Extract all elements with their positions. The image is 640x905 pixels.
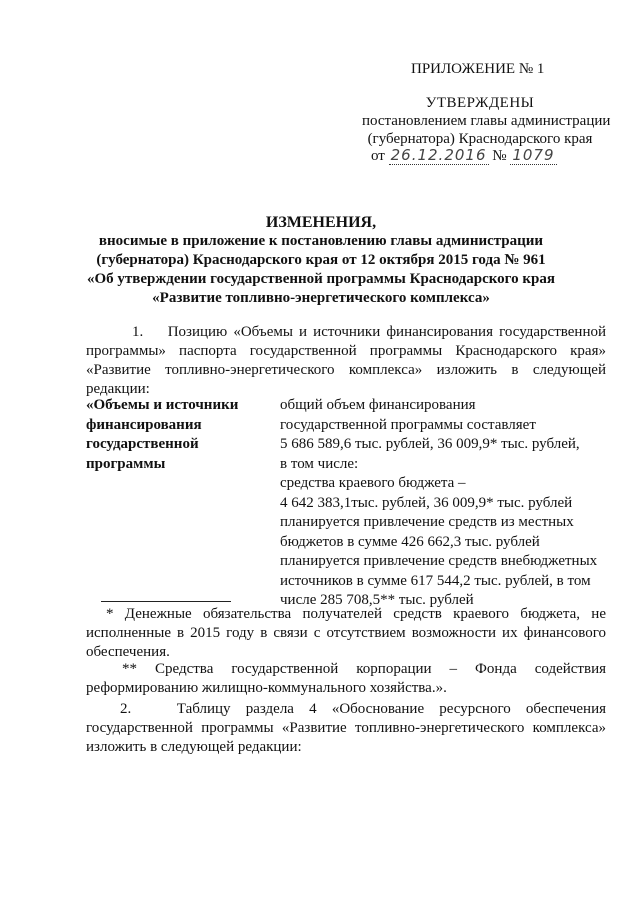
value-line: 4 642 383,1тыс. рублей, 36 009,9* тыс. рублей (280, 494, 573, 511)
title-line-2: (губернатора) Краснодарского края от 12 октября 2015 года № 961 (96, 252, 546, 268)
value-line: планируется привлечение средств из местных (280, 514, 574, 530)
funding-table-value (280, 396, 606, 611)
footnote-divider (101, 601, 231, 602)
value-line: государственной программы составляет (280, 416, 536, 433)
label-line: программы (86, 455, 166, 472)
label-line: финансирования (86, 416, 202, 433)
funding-table-label (86, 396, 256, 474)
value-line: 5 686 589,6 тыс. рублей, 36 009,9* тыс. рублей, (280, 436, 580, 452)
footnote-2: ** Средства государственной корпорации – Фонда содействия реформированию жилищно-коммунального хозяйства.». (86, 661, 606, 696)
value-line: в том числе: (280, 455, 359, 472)
value-line: общий объем финансирования (280, 397, 476, 413)
document-title (86, 213, 556, 308)
item-2-paragraph (86, 700, 606, 757)
value-line: источников в сумме 617 544,2 тыс. рублей, в том (280, 572, 591, 589)
label-line: «Объемы и источники (86, 397, 239, 413)
approved-heading: УТВЕРЖДЕНЫ (425, 95, 535, 111)
from-label: от (371, 148, 385, 164)
title-line-4: «Развитие топливно-энергетического комплекса» (152, 290, 490, 306)
title-line-3: «Об утверждении государственной программы Краснодарского края (87, 271, 555, 287)
label-line: государственной (86, 436, 199, 452)
value-line: планируется привлечение средств внебюджетных (280, 553, 598, 569)
appendix-label: ПРИЛОЖЕНИЕ № 1 (411, 61, 545, 77)
value-line: числе 285 708,5** тыс. рублей (280, 592, 474, 608)
value-line: средства краевого бюджета – (280, 475, 466, 491)
approved-line-1: постановлением главы администрации (362, 113, 611, 129)
number-label: № (492, 148, 507, 164)
footnote-1: * Денежные обязательства получателей средств краевого бюджета, не исполненные в 2015 году в связи с отсутствием возможности их финансового обеспечения. (86, 606, 606, 660)
item-2-number: 2. (120, 701, 132, 717)
item-1-paragraph (86, 323, 606, 399)
title-line-1: вносимые в приложение к постановлению главы администрации (98, 233, 544, 249)
value-line: бюджетов в сумме 426 662,3 тыс. рублей (280, 533, 540, 550)
handwritten-date: 26.12.2016 (390, 146, 487, 164)
approval-block (362, 94, 611, 148)
title-main: ИЗМЕНЕНИЯ, (265, 214, 377, 231)
handwritten-number: 1079 (512, 146, 555, 164)
item-2-text: Таблицу раздела 4 «Обоснование ресурсного обеспечения государственной программы «Развитие топливно-энергетического комплекса» изложить в следующей редакции: (86, 701, 606, 755)
item-1-text: Позицию «Объемы и источники финансирования государственной программы» паспорта государственной программы Краснодарского края» «Развитие топливно-энергетического комплекса» изложить в следующей редакции: (86, 324, 606, 397)
approval-date-line (371, 146, 557, 165)
approved-line-2: (губернатора) Краснодарского края (367, 131, 593, 147)
item-1-number: 1. (132, 324, 144, 340)
